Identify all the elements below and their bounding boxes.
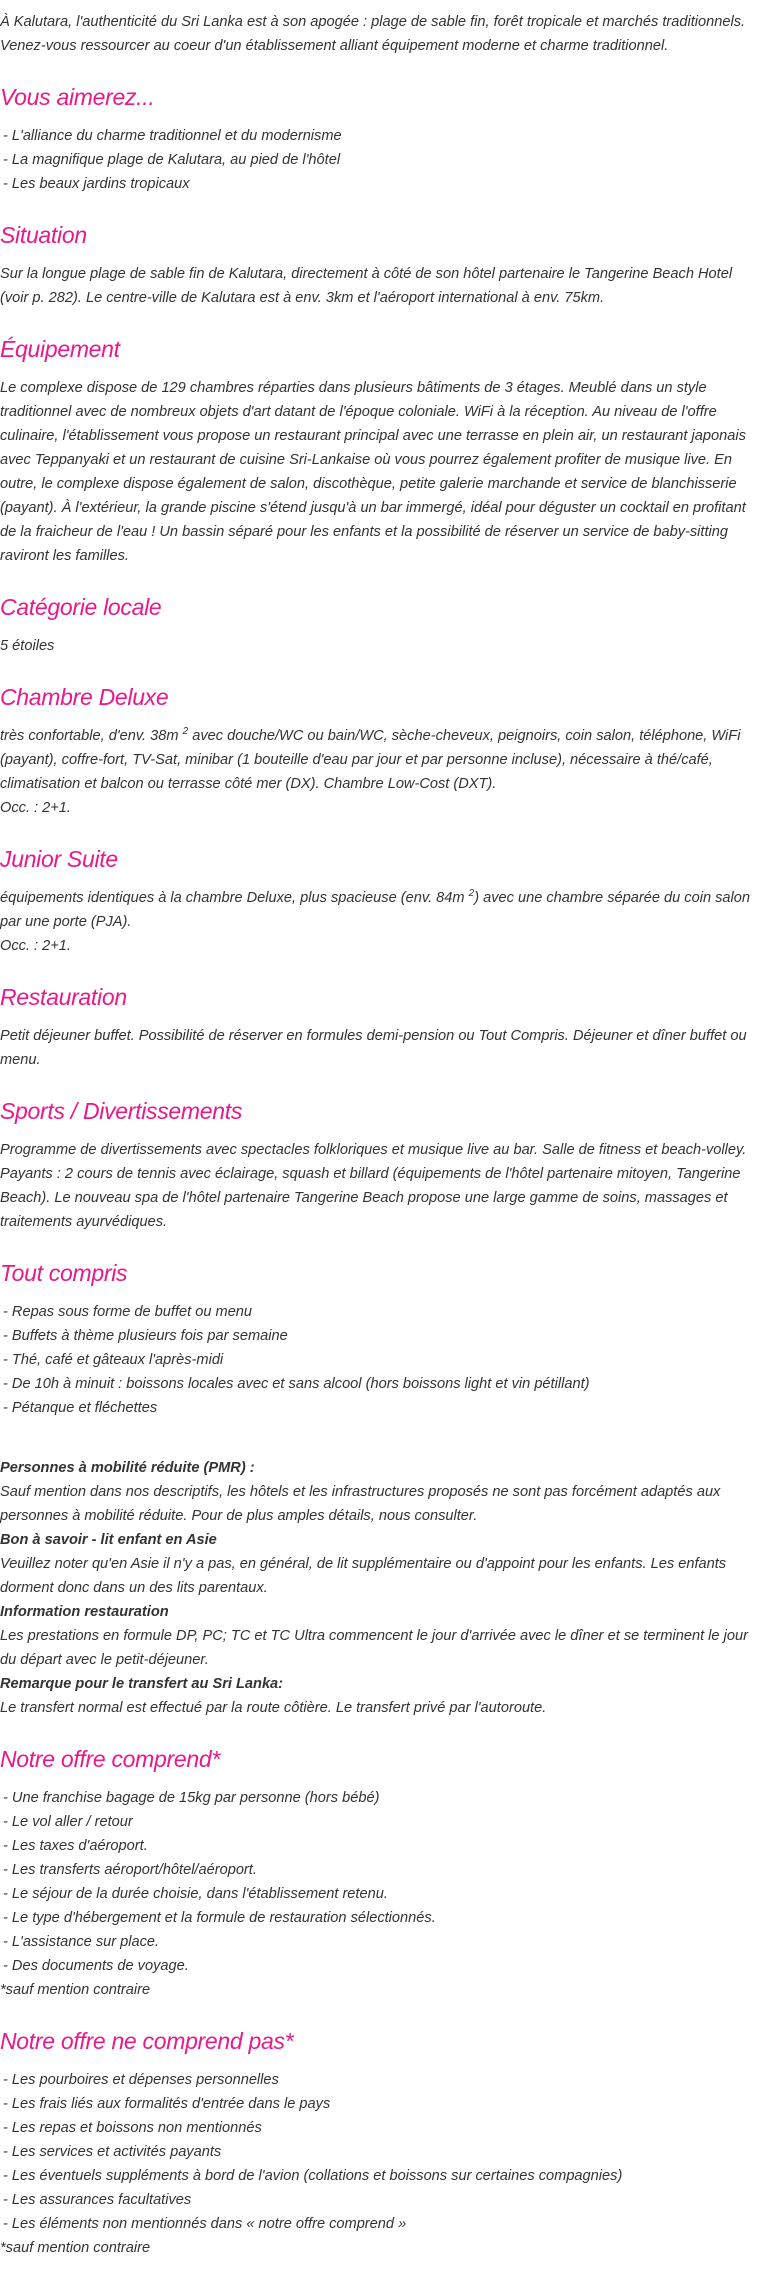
junior-suite-text-part2: ) avec une chambre séparée du coin salon par une porte (PJA). [0, 890, 751, 930]
info-text-restauration: Les prestations en formule DP, PC; TC et TC Ultra commencent le jour d'arrivée avec le dîner et se terminent le jour du départ avec le petit-déjeuner. [0, 1628, 748, 1668]
practical-info [0, 1456, 758, 1720]
list-item: - La magnifique plage de Kalutara, au pied de l'hôtel [3, 152, 341, 168]
sports-text-2: Payants : 2 cours de tennis avec éclairage, squash et billard (équipements de l'hôtel partenaire mitoyen, Tangerine Beach). Le nouveau spa de l'hôtel partenaire Tangerine Beach propose une large gamme de soins, massages et traitements ayurvédiques. [0, 1166, 741, 1230]
list-item: - Le type d'hébergement et la formule de restauration sélectionnés. [3, 1910, 436, 1926]
list-item: - Le séjour de la durée choisie, dans l'établissement retenu. [3, 1886, 388, 1902]
heading-tout-compris: Tout compris [0, 1260, 128, 1286]
list-item: - Les éléments non mentionnés dans « notre offre comprend » [3, 2216, 407, 2232]
offre-comprend-note: *sauf mention contraire [0, 1982, 151, 1998]
situation-text: Sur la longue plage de sable fin de Kalutara, directement à côté de son hôtel partenaire le Tangerine Beach Hotel (voir p. 282). Le centre-ville de Kalutara est à env. 3km et l'aéroport international à env. 75km. [0, 266, 733, 306]
list-item: - Les pourboires et dépenses personnelles [3, 2072, 279, 2088]
chambre-deluxe-occupancy: Occ. : 2+1. [0, 800, 71, 816]
list-item: - Les éventuels suppléments à bord de l'avion (collations et boissons sur certaines compagnies) [3, 2168, 623, 2184]
list-item: - De 10h à minuit : boissons locales avec et sans alcool (hors boissons light et vin pétillant) [3, 1376, 590, 1392]
list-item: - Les frais liés aux formalités d'entrée dans le pays [3, 2096, 331, 2112]
section-categorie [0, 592, 758, 658]
offre-comprend-list [0, 1786, 758, 1978]
list-item: - L'alliance du charme traditionnel et du modernisme [3, 128, 342, 144]
heading-equipement: Équipement [0, 336, 120, 362]
heading-offre-comprend: Notre offre comprend* [0, 1746, 220, 1772]
info-title-transfert: Remarque pour le transfert au Sri Lanka: [0, 1676, 284, 1692]
section-junior-suite [0, 844, 758, 958]
section-equipement [0, 334, 758, 568]
heading-junior-suite: Junior Suite [0, 846, 118, 872]
list-item: - Les assurances facultatives [3, 2192, 192, 2208]
list-item: - Les transferts aéroport/hôtel/aéroport. [3, 1862, 257, 1878]
offre-ne-comprend-pas-note: *sauf mention contraire [0, 2240, 151, 2256]
section-sports [0, 1096, 758, 1234]
superscript: 2 [182, 726, 189, 737]
intro-line-1: À Kalutara, l'authenticité du Sri Lanka est à son apogée : plage de sable fin, forêt tropicale et marchés traditionnels. [0, 14, 746, 30]
section-chambre-deluxe [0, 682, 758, 820]
heading-restauration: Restauration [0, 984, 127, 1010]
heading-chambre-deluxe: Chambre Deluxe [0, 684, 169, 710]
chambre-deluxe-text-part1: très confortable, d'env. 38m [0, 728, 183, 744]
list-item: - Le vol aller / retour [3, 1814, 133, 1830]
intro-line-2: Venez-vous ressourcer au coeur d'un établissement alliant équipement moderne et charme traditionnel. [0, 38, 669, 54]
categorie-text: 5 étoiles [0, 638, 55, 654]
list-item: - Les repas et boissons non mentionnés [3, 2120, 262, 2136]
list-item: - Les beaux jardins tropicaux [3, 176, 190, 192]
list-item: - Les services et activités payants [3, 2144, 222, 2160]
heading-situation: Situation [0, 222, 87, 248]
section-offre-ne-comprend-pas [0, 2026, 758, 2260]
info-title-restauration: Information restauration [0, 1604, 169, 1620]
junior-suite-text-part1: équipements identiques à la chambre Deluxe, plus spacieuse (env. 84m [0, 890, 469, 906]
junior-suite-occupancy: Occ. : 2+1. [0, 938, 71, 954]
chambre-deluxe-text-part2: avec douche/WC ou bain/WC, sèche-cheveux, peignoirs, coin salon, téléphone, WiFi (payant), coffre-fort, TV-Sat, minibar (1 bouteille d'eau par jour et par personne incluse), nécessaire à thé/café, climatisation et balcon ou terrasse côté mer (DX). Chambre Low-Cost (DXT). [0, 728, 741, 792]
info-text-transfert: Le transfert normal est effectué par la route côtière. Le transfert privé par l'autoroute. [0, 1700, 547, 1716]
list-item: - L'assistance sur place. [3, 1934, 160, 1950]
heading-offre-ne-comprend-pas: Notre offre ne comprend pas* [0, 2028, 294, 2054]
info-text-lit-enfant: Veuillez noter qu'en Asie il n'y a pas, en général, de lit supplémentaire ou d'appoint pour les enfants. Les enfants dorment donc dans un des lits parentaux. [0, 1556, 727, 1596]
chambre-deluxe-text [0, 724, 758, 796]
heading-sports: Sports / Divertissements [0, 1098, 243, 1124]
section-restauration [0, 982, 758, 1072]
info-title-lit-enfant: Bon à savoir - lit enfant en Asie [0, 1532, 217, 1548]
superscript: 2 [468, 888, 475, 899]
info-title-pmr: Personnes à mobilité réduite (PMR) : [0, 1460, 255, 1476]
list-item: - Thé, café et gâteaux l'après-midi [3, 1352, 224, 1368]
heading-categorie: Catégorie locale [0, 594, 162, 620]
offre-ne-comprend-pas-list [0, 2068, 758, 2236]
section-vous-aimerez [0, 82, 758, 196]
list-item: - Pétanque et fléchettes [3, 1400, 158, 1416]
list-item: - Une franchise bagage de 15kg par personne (hors bébé) [3, 1790, 380, 1806]
sports-text-1: Programme de divertissements avec spectacles folkloriques et musique live au bar. Salle de fitness et beach-volley. [0, 1142, 747, 1158]
list-item: - Des documents de voyage. [3, 1958, 189, 1974]
restauration-text: Petit déjeuner buffet. Possibilité de réserver en formules demi-pension ou Tout Compris. Déjeuner et dîner buffet ou menu. [0, 1028, 747, 1068]
intro [0, 10, 758, 58]
section-situation [0, 220, 758, 310]
tout-compris-list [0, 1300, 758, 1420]
section-tout-compris [0, 1258, 758, 1420]
vous-aimerez-list [0, 124, 758, 196]
list-item: - Buffets à thème plusieurs fois par semaine [3, 1328, 288, 1344]
junior-suite-text [0, 886, 758, 934]
equipement-text: Le complexe dispose de 129 chambres réparties dans plusieurs bâtiments de 3 étages. Meublé dans un style traditionnel avec de nombreux objets d'art datant de l'époque coloniale. WiFi à la réception. Au niveau de l'offre culinaire, l'établissement vous propose un restaurant principal avec une terrasse en plein air, un restaurant japonais avec Teppanyaki et un restaurant de cuisine Sri-Lankaise où vous pourrez également profiter de musique live. En outre, le complexe dispose également de salon, discothèque, petite galerie marchande et service de blanchisserie (payant). À l'extérieur, la grande piscine s'étend jusqu'à un bar immergé, idéal pour déguster un cocktail en profitant de la fraicheur de l'eau ! Un bassin séparé pour les enfants et la possibilité de réserver un service de baby-sitting raviront les familles. [0, 380, 746, 564]
list-item: - Les taxes d'aéroport. [3, 1838, 148, 1854]
heading-vous-aimerez: Vous aimerez... [0, 84, 155, 110]
info-text-pmr: Sauf mention dans nos descriptifs, les hôtels et les infrastructures proposés ne sont pas forcément adaptés aux personnes à mobilité réduite. Pour de plus amples détails, nous consulter. [0, 1484, 721, 1524]
section-offre-comprend [0, 1744, 758, 2002]
list-item: - Repas sous forme de buffet ou menu [3, 1304, 253, 1320]
